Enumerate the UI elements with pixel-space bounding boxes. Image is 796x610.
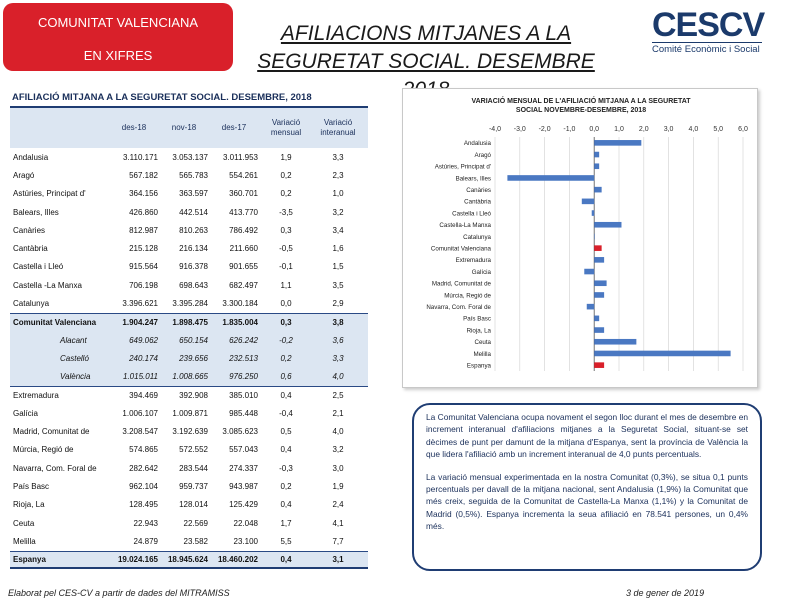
logo-name-b: CV <box>718 6 765 44</box>
table-cell: Comunitat Valenciana <box>13 317 97 327</box>
table-cell: 2,1 <box>332 408 344 418</box>
table-cell: 3,5 <box>332 280 344 290</box>
commentary-paragraph-1: La Comunitat Valenciana ocupa novament el segon lloc durant el mes de desembre en increment interanual d'afiliacions mitjanes a la Seguretat Social, situant-se set dècimes de punt per damunt de la mitjana d'Espanya, sent la província de València la que lidera l'afiliació amb un increment interanual de 4,0 punts percentuals. <box>426 412 749 460</box>
table-cell: 0,0 <box>280 299 292 309</box>
title-line2: SEGURETAT SOCIAL. DESEMBRE <box>257 50 595 73</box>
category-label: Navarra, Com. Foral de <box>426 303 491 311</box>
category-label: Melilla <box>473 350 491 358</box>
table-row <box>10 203 368 221</box>
bar <box>594 362 604 368</box>
header-cell: Variació mensual <box>270 118 302 137</box>
x-tick-label: -1,0 <box>563 126 576 133</box>
table-row <box>10 276 368 294</box>
category-label: Rioja, La <box>466 327 491 335</box>
table-cell: 0,2 <box>280 353 292 363</box>
table-cell: 4,1 <box>332 518 344 528</box>
table-row <box>10 368 368 386</box>
x-tick-label: 2,0 <box>638 126 649 133</box>
table-header <box>10 108 368 148</box>
table-cell: 698.643 <box>179 280 208 290</box>
table-row <box>10 258 368 276</box>
table-cell: 125.429 <box>229 500 258 510</box>
table-cell: 1,9 <box>332 481 344 491</box>
table-cell: 565.783 <box>179 170 208 180</box>
table-cell: 283.544 <box>179 463 208 473</box>
category-label: Castella i Lleó <box>452 210 491 218</box>
table-cell: 1.006.107 <box>122 408 158 418</box>
table-cell: 7,7 <box>332 536 344 546</box>
table-cell: 3.192.639 <box>172 427 208 437</box>
table-cell: 392.908 <box>179 391 208 400</box>
category-label: Múrcia, Regió de <box>444 292 491 300</box>
bar <box>582 199 594 205</box>
bar <box>587 304 594 310</box>
footer-date: 3 de gener de 2019 <box>626 588 705 598</box>
table-row <box>10 386 368 404</box>
table-cell: 0,4 <box>280 391 292 400</box>
table-row <box>10 532 368 550</box>
table-cell: 0,4 <box>280 445 292 455</box>
table-cell: 5,5 <box>280 536 292 546</box>
table-cell: Extremadura <box>13 391 59 400</box>
title-line1: AFILIACIONS MITJANES A LA <box>280 22 572 45</box>
x-tick-label: 4,0 <box>688 126 699 133</box>
table-cell: 962.104 <box>129 481 158 491</box>
table-row <box>10 477 368 495</box>
table-cell: 24.879 <box>133 536 158 546</box>
table-cell: 211.660 <box>229 244 258 254</box>
table-cell: 1.898.475 <box>172 317 208 327</box>
table-cell: 22.048 <box>233 518 258 528</box>
chart-svg <box>403 89 759 389</box>
table-cell: -0,3 <box>279 463 293 473</box>
table-cell: 4,0 <box>332 427 344 437</box>
category-label: Andalusia <box>463 140 491 148</box>
table-cell: 1,0 <box>332 189 344 199</box>
table-cell: 3.053.137 <box>172 152 208 162</box>
table-row <box>10 404 368 422</box>
category-label: Espanya <box>466 362 491 370</box>
table-cell: 3,8 <box>332 317 344 327</box>
header-cell: nov-18 <box>171 123 197 132</box>
table-cell: 1.015.011 <box>123 372 158 382</box>
bar <box>594 245 601 251</box>
table-cell: Galícia <box>13 408 38 418</box>
table-row <box>10 551 368 569</box>
bar <box>594 163 599 169</box>
table-cell: 360.701 <box>229 189 258 199</box>
table-cell: 574.865 <box>129 445 158 455</box>
table-row <box>10 221 368 239</box>
bar <box>584 269 594 275</box>
header-cell: Variació interanual <box>320 118 356 137</box>
table-cell: 572.552 <box>179 445 208 455</box>
table-cell: 3.085.623 <box>222 427 258 437</box>
table-cell: 274.337 <box>229 463 258 473</box>
table-cell: 3,3 <box>332 353 344 363</box>
table-cell: Ceuta <box>13 518 35 528</box>
badge-line2: EN XIFRES <box>83 48 153 63</box>
table-row <box>10 441 368 459</box>
category-label: Castella-La Manxa <box>439 222 491 230</box>
bar <box>594 316 599 322</box>
table-title: AFILIACIÓ MITJANA A LA SEGURETAT SOCIAL. DESEMBRE, 2018 <box>10 88 368 108</box>
table-cell: 3.011.953 <box>223 152 258 162</box>
table-cell: 0,2 <box>280 189 292 199</box>
table-cell: Astúries, Principat d' <box>13 189 86 199</box>
bar <box>594 187 601 193</box>
table-cell: 1,7 <box>280 518 292 528</box>
bar <box>594 222 621 228</box>
table-cell: 0,4 <box>280 554 292 564</box>
table-cell: 554.261 <box>229 170 258 180</box>
table-cell: 426.860 <box>129 207 158 217</box>
table-cell: 216.134 <box>179 244 208 254</box>
x-tick-label: -4,0 <box>488 126 502 133</box>
table-cell: -0,5 <box>279 244 293 254</box>
table-cell: 1.835.004 <box>222 317 258 327</box>
bar <box>594 327 604 333</box>
logo <box>652 8 792 55</box>
table-cell: Espanya <box>13 554 46 564</box>
table-cell: Aragó <box>13 170 35 180</box>
table-cell: -0,4 <box>279 408 293 418</box>
table-row <box>10 496 368 514</box>
table-cell: 23.100 <box>233 536 258 546</box>
table-cell: 682.497 <box>229 280 258 290</box>
table-cell: 215.128 <box>129 244 158 254</box>
commentary-paragraph-2: La variació mensual experimentada en la nostra Comunitat (0,3%), se situa 0,1 punts percentuals per davall de la mitjana nacional, sent Andalusia (1,9%) la Comunitat que més creix, seguida de la Comunitat de Castella-La Manxa (1,1%) y la Comunitat de Madrid (0,5%). Espanya incrementa la seua afiliació en 78.541 persones, un 0,4% més. <box>426 471 748 532</box>
table-cell: 901.655 <box>229 262 258 272</box>
category-label: Astúries, Principat d' <box>434 163 491 171</box>
header-cell: des-17 <box>221 123 247 132</box>
table-cell: 128.495 <box>129 500 158 510</box>
x-tick-label: 3,0 <box>663 126 674 133</box>
table-cell: Madrid, Comunitat de <box>13 427 90 437</box>
affiliation-table <box>10 88 368 569</box>
table-cell: Alacant <box>60 335 87 345</box>
category-label: Aragó <box>474 151 491 159</box>
table-cell: 1.008.665 <box>172 372 208 382</box>
table-cell: 1.009.871 <box>172 408 208 418</box>
table-cell: 649.062 <box>129 335 158 345</box>
table-cell: 363.597 <box>179 189 208 199</box>
x-tick-label: 0,0 <box>589 126 600 133</box>
table-row <box>10 313 368 331</box>
table-cell: 3.395.284 <box>172 299 208 309</box>
table-cell: 3.110.171 <box>123 152 158 162</box>
table-cell: Rioja, La <box>13 500 45 510</box>
table-cell: Andalusia <box>13 152 49 162</box>
table-cell: Castella i Lleó <box>13 262 64 272</box>
table-cell: 3,2 <box>332 207 344 217</box>
table-cell: 128.014 <box>179 500 208 510</box>
table-cell: 282.642 <box>129 463 158 473</box>
table-cell: 3,4 <box>332 225 344 235</box>
table-cell: 706.198 <box>129 280 158 290</box>
x-tick-label: 6,0 <box>738 126 748 133</box>
table-row <box>10 349 368 367</box>
table-cell: València <box>60 372 91 382</box>
monthly-variation-chart <box>402 88 758 388</box>
table-cell: 567.182 <box>129 170 158 180</box>
category-label: País Basc <box>463 315 491 323</box>
table-cell: 0,5 <box>280 427 292 437</box>
table-row <box>10 166 368 184</box>
table-cell: 1.904.247 <box>122 317 158 327</box>
table-row <box>10 331 368 349</box>
table-cell: 3.396.621 <box>122 299 158 309</box>
table-cell: País Basc <box>13 481 50 491</box>
table-cell: 650.154 <box>179 335 208 345</box>
table-cell: 19.024.165 <box>117 554 158 564</box>
header-cell <box>10 108 110 148</box>
table-cell: 3,3 <box>332 152 344 162</box>
table-cell: 2,5 <box>332 391 344 400</box>
table-cell: Navarra, Com. Foral de <box>13 463 97 473</box>
table-cell: Balears, Illes <box>13 207 59 217</box>
table-cell: 3,1 <box>332 554 344 564</box>
category-label: Madrid, Comunitat de <box>431 280 491 288</box>
table-cell: 2,9 <box>332 299 344 309</box>
x-tick-label: 1,0 <box>614 126 624 133</box>
table-cell: 786.492 <box>229 225 258 235</box>
table-cell: Cantàbria <box>13 244 48 254</box>
category-label: Canàries <box>466 186 491 194</box>
table-cell: -0,2 <box>279 335 293 345</box>
table-cell: 916.378 <box>179 262 208 272</box>
table-cell: 364.156 <box>129 189 158 199</box>
table-cell: 22.943 <box>133 518 158 528</box>
table-row <box>10 239 368 257</box>
category-label: Cantàbria <box>464 198 491 206</box>
table-cell: 385.010 <box>229 391 258 400</box>
table-cell: 3.208.547 <box>122 427 158 437</box>
table-cell: 413.770 <box>229 207 258 217</box>
category-label: Balears, Illes <box>455 175 491 183</box>
x-tick-label: -3,0 <box>513 126 526 133</box>
table-cell: 812.987 <box>129 225 158 235</box>
table-cell: 394.469 <box>129 391 158 400</box>
commentary-box <box>412 403 762 571</box>
table-row <box>10 514 368 532</box>
table-cell: 240.174 <box>129 353 158 363</box>
table-row <box>10 459 368 477</box>
table-cell: 1,9 <box>280 152 292 162</box>
section-badge <box>3 3 233 71</box>
table-cell: 1,5 <box>332 262 344 272</box>
table-cell: Castelló <box>60 353 89 363</box>
bar <box>592 210 594 216</box>
table-cell: -3,5 <box>279 207 293 217</box>
table-cell: 0,4 <box>280 500 292 510</box>
chart-title-line1: VARIACIÓ MENSUAL DE L'AFILIACIÓ MITJANA A LA SEGURETAT <box>471 98 691 105</box>
bar <box>594 140 641 146</box>
table-cell: 3,6 <box>332 335 344 345</box>
table-cell: 626.242 <box>229 335 258 345</box>
table-cell: 4,0 <box>332 372 344 382</box>
table-cell: 959.737 <box>179 481 208 491</box>
table-cell: 0,6 <box>280 372 292 382</box>
bar <box>594 280 606 286</box>
table-cell: 1,1 <box>280 280 292 290</box>
category-label: Catalunya <box>463 233 491 241</box>
table-cell: 3.300.184 <box>222 299 258 309</box>
table-cell: 18.945.624 <box>167 554 208 564</box>
table-cell: 18.460.202 <box>217 554 258 564</box>
table-cell: 1,6 <box>332 244 344 254</box>
category-label: Galícia <box>471 268 491 276</box>
table-cell: 3,0 <box>332 463 344 473</box>
category-label: Ceuta <box>474 339 491 347</box>
table-cell: Castella -La Manxa <box>13 280 82 290</box>
table-cell: 976.250 <box>229 372 258 382</box>
table-body <box>10 148 368 569</box>
table-cell: Melilla <box>13 536 36 546</box>
table-cell: 943.987 <box>229 481 258 491</box>
category-label: Comunitat Valenciana <box>430 245 491 253</box>
table-cell: 915.564 <box>129 262 158 272</box>
logo-subtitle: Comité Econòmic i Social <box>652 42 762 55</box>
bar <box>594 257 604 263</box>
header-cell: des-18 <box>121 123 147 132</box>
bar <box>594 292 604 298</box>
logo-name <box>652 8 792 42</box>
table-cell: 232.513 <box>229 353 258 363</box>
chart-title-line2: SOCIAL NOVEMBRE-DESEMBRE, 2018 <box>515 107 647 114</box>
bar <box>507 175 594 181</box>
x-tick-label: 5,0 <box>713 126 724 133</box>
category-label: Extremadura <box>455 257 491 265</box>
table-cell: 23.582 <box>183 536 208 546</box>
table-cell: 985.448 <box>229 408 258 418</box>
table-cell: -0,1 <box>279 262 293 272</box>
logo-name-a: CES <box>652 6 719 44</box>
table-cell: 3,2 <box>332 445 344 455</box>
table-row <box>10 148 368 166</box>
table-row <box>10 294 368 312</box>
table-cell: 0,3 <box>280 225 292 235</box>
table-cell: 0,3 <box>280 317 292 327</box>
bar <box>594 339 636 345</box>
table-cell: 0,2 <box>280 170 292 180</box>
table-cell: 239.656 <box>179 353 208 363</box>
bar <box>594 152 599 158</box>
badge-line1: COMUNITAT VALENCIANA <box>37 15 199 30</box>
table-cell: Múrcia, Regió de <box>13 445 74 455</box>
table-row <box>10 422 368 440</box>
table-cell: 2,4 <box>332 500 344 510</box>
x-tick-label: -2,0 <box>538 126 551 133</box>
table-cell: Canàries <box>13 225 46 235</box>
table-cell: 442.514 <box>179 207 208 217</box>
table-cell: 810.263 <box>179 225 208 235</box>
table-cell: 22.569 <box>183 518 208 528</box>
footer-source: Elaborat pel CES-CV a partir de dades del MITRAMISS <box>8 588 230 598</box>
bar <box>594 234 595 240</box>
table-cell: 557.043 <box>229 445 258 455</box>
table-cell: 2,3 <box>332 170 344 180</box>
bar <box>594 351 730 357</box>
table-row <box>10 185 368 203</box>
table-cell: 0,2 <box>280 481 292 491</box>
table-cell: Catalunya <box>13 299 50 309</box>
